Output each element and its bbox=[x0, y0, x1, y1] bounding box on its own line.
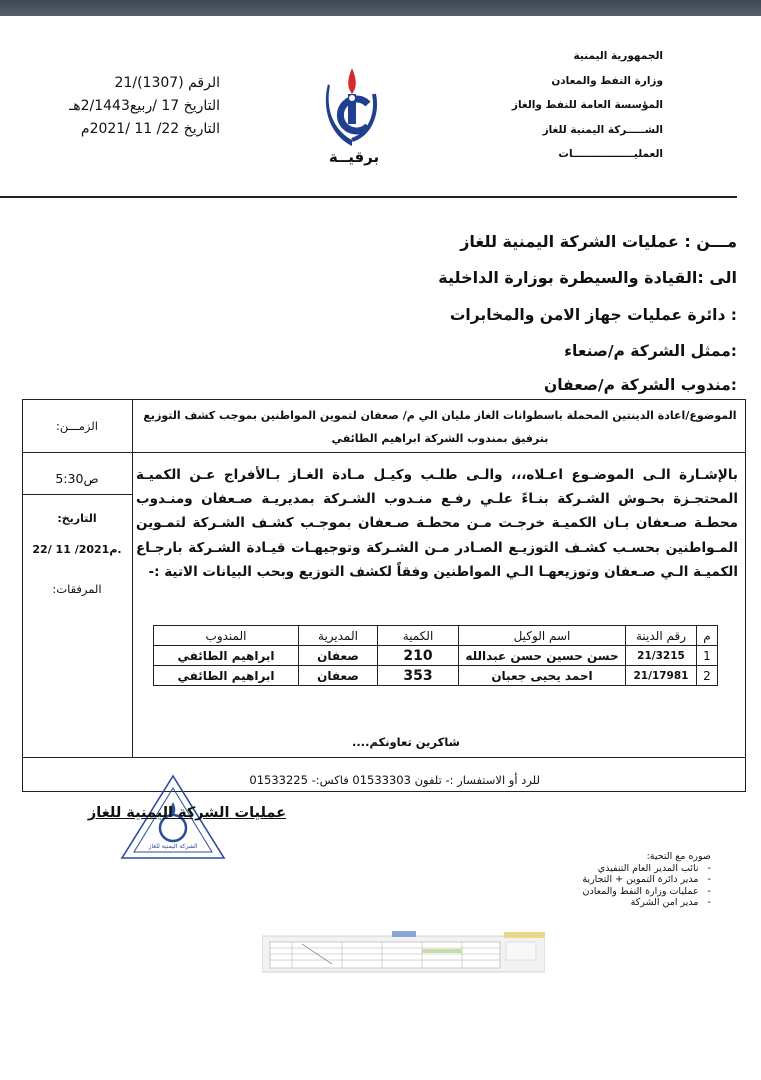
recipient-line-security: : دائرة عمليات جهاز الامن والمخابرات bbox=[449, 306, 737, 324]
column-header: المندوب bbox=[154, 626, 299, 646]
column-header: اسم الوكيل bbox=[459, 626, 626, 646]
distribution-table bbox=[153, 625, 718, 686]
copy-recipient: مدير امن الشركة bbox=[630, 897, 699, 908]
side-divider bbox=[22, 494, 132, 495]
copies-list bbox=[511, 851, 711, 909]
column-header: رقم الدينة bbox=[626, 626, 697, 646]
list-item: - مدير دائرة التموين + التجارية bbox=[582, 874, 711, 885]
subject-line: الموضوع/اعادة الدينتين المحملة باسطوانات الغاز مليان الي م/ صعفان لتموين المواطنين بموجب كشف التوزيع bbox=[143, 409, 737, 422]
column-header: الكمية bbox=[378, 626, 459, 646]
org-line: العمليـــــــــــــــــات bbox=[558, 148, 663, 160]
footer-divider bbox=[22, 757, 746, 758]
screen-top-bar bbox=[0, 0, 761, 16]
column-header: المديرية bbox=[299, 626, 378, 646]
time-label: الزمـــن: bbox=[56, 419, 98, 433]
subject-line: بترفيق بمندوب الشركة ابراهيم الطائفي bbox=[331, 432, 549, 445]
time-value: 5:30ص bbox=[55, 471, 99, 486]
table-cell: ابراهيم الطائفي bbox=[154, 646, 299, 666]
org-header bbox=[463, 44, 663, 167]
list-item: - مدير امن الشركة bbox=[630, 897, 711, 908]
column-header: م bbox=[697, 626, 718, 646]
attachments-label: المرفقات: bbox=[52, 582, 102, 596]
org-line: الجمهورية اليمنية bbox=[573, 50, 663, 62]
copies-title: صوره مع التحية: bbox=[646, 851, 711, 862]
from-line: مـــن : عمليات الشركة اليمنية للغاز bbox=[460, 232, 737, 251]
contact-line: للرد أو الاستفسار :- تلفون 01533303 فاكس:- 01533225 bbox=[249, 773, 540, 787]
subject-divider bbox=[22, 452, 746, 453]
table-cell: 21/17981 bbox=[626, 666, 697, 686]
list-item: - عمليات وزارة النفط والمعادن bbox=[582, 885, 711, 897]
table-cell: 21/3215 bbox=[626, 646, 697, 666]
subject bbox=[140, 404, 740, 450]
table-row bbox=[154, 666, 718, 686]
date-label: التاريخ: bbox=[57, 512, 97, 525]
recipient-line-sanaa: :ممثل الشركة م/صنعاء bbox=[564, 342, 737, 360]
date-value: 22/ 11 /2021م. bbox=[32, 543, 122, 556]
copy-recipient: مدير دائرة التموين + التجارية bbox=[582, 874, 699, 885]
attached-document-thumbnail-icon bbox=[262, 930, 545, 974]
list-item: - نائب المدير العام التنفيذي bbox=[597, 862, 711, 874]
copy-recipient: عمليات وزارة النفط والمعادن bbox=[582, 885, 699, 897]
document-type-label: برقيــة bbox=[328, 148, 380, 166]
table-cell: احمد يحيى جعبان bbox=[459, 666, 626, 686]
org-line: الشـــــركة اليمنية للغاز bbox=[542, 123, 663, 136]
table-cell: صعفان bbox=[299, 646, 378, 666]
org-line: المؤسسة العامة للنفط والغاز bbox=[511, 99, 663, 111]
table-cell: 2 bbox=[697, 666, 718, 686]
closing-text: شاكرين تعاونكم.... bbox=[352, 735, 460, 749]
body-paragraph: بالإشـارة الـى الموضـوع اعـلاه،،، والـى طلـب وكيـل مـادة الغـاز بـالأفراج عـن الكميـة المحتجـزة بحـوش الشـركة بنـاءً علـي رفـع منـدوب الشـركة بمديريـة صـعفان ومنـدوب محطـة صـعفان بـان الكميـة خرجـت مـن محطـة صـعفان بموجـب كشـف الشـركة لتمـوين المـواطنين بحسـب كشـف التوزيـع الصـادر مـن الشـركة وتوجيهـات قيـادة الشـركة بارجـاع الكميـة الـي صـعفان وتوزيعهـا الـي المواطنين وفقاً لكشف التوزيع وبحب البيانات الاتية :- bbox=[136, 467, 738, 580]
to-line: الى :القيادة والسيطرة بوزارة الداخلية bbox=[438, 268, 737, 287]
org-line: وزارة النفط والمعادن bbox=[551, 74, 663, 87]
table-cell: 1 bbox=[697, 646, 718, 666]
company-logo-icon bbox=[322, 64, 382, 152]
hijri-date: التاريخ 17 /ربيع2/1443هـ bbox=[69, 98, 220, 114]
table-cell: 210 bbox=[378, 646, 459, 666]
recipient-line-saafan: :مندوب الشركة م/صعفان bbox=[544, 376, 737, 394]
table-header-row bbox=[154, 626, 718, 646]
signature-org: عمليات الشركة اليمنية للغاز bbox=[87, 805, 286, 821]
table-cell: حسن حسين حسن عبدالله bbox=[459, 646, 626, 666]
table-cell: صعفان bbox=[299, 666, 378, 686]
copy-recipient: نائب المدير العام التنفيذي bbox=[597, 862, 699, 874]
table-cell: ابراهيم الطائفي bbox=[154, 666, 299, 686]
reference-number: الرقم (1307)/21 bbox=[114, 75, 220, 91]
table-cell: 353 bbox=[378, 666, 459, 686]
gregorian-date: التاريخ 22/ 11 /2021م bbox=[80, 121, 220, 137]
reference-block bbox=[60, 72, 220, 141]
stamp-text: الشركة اليمنية للغاز bbox=[148, 843, 198, 850]
table-row bbox=[154, 646, 718, 666]
header-divider bbox=[0, 196, 737, 198]
